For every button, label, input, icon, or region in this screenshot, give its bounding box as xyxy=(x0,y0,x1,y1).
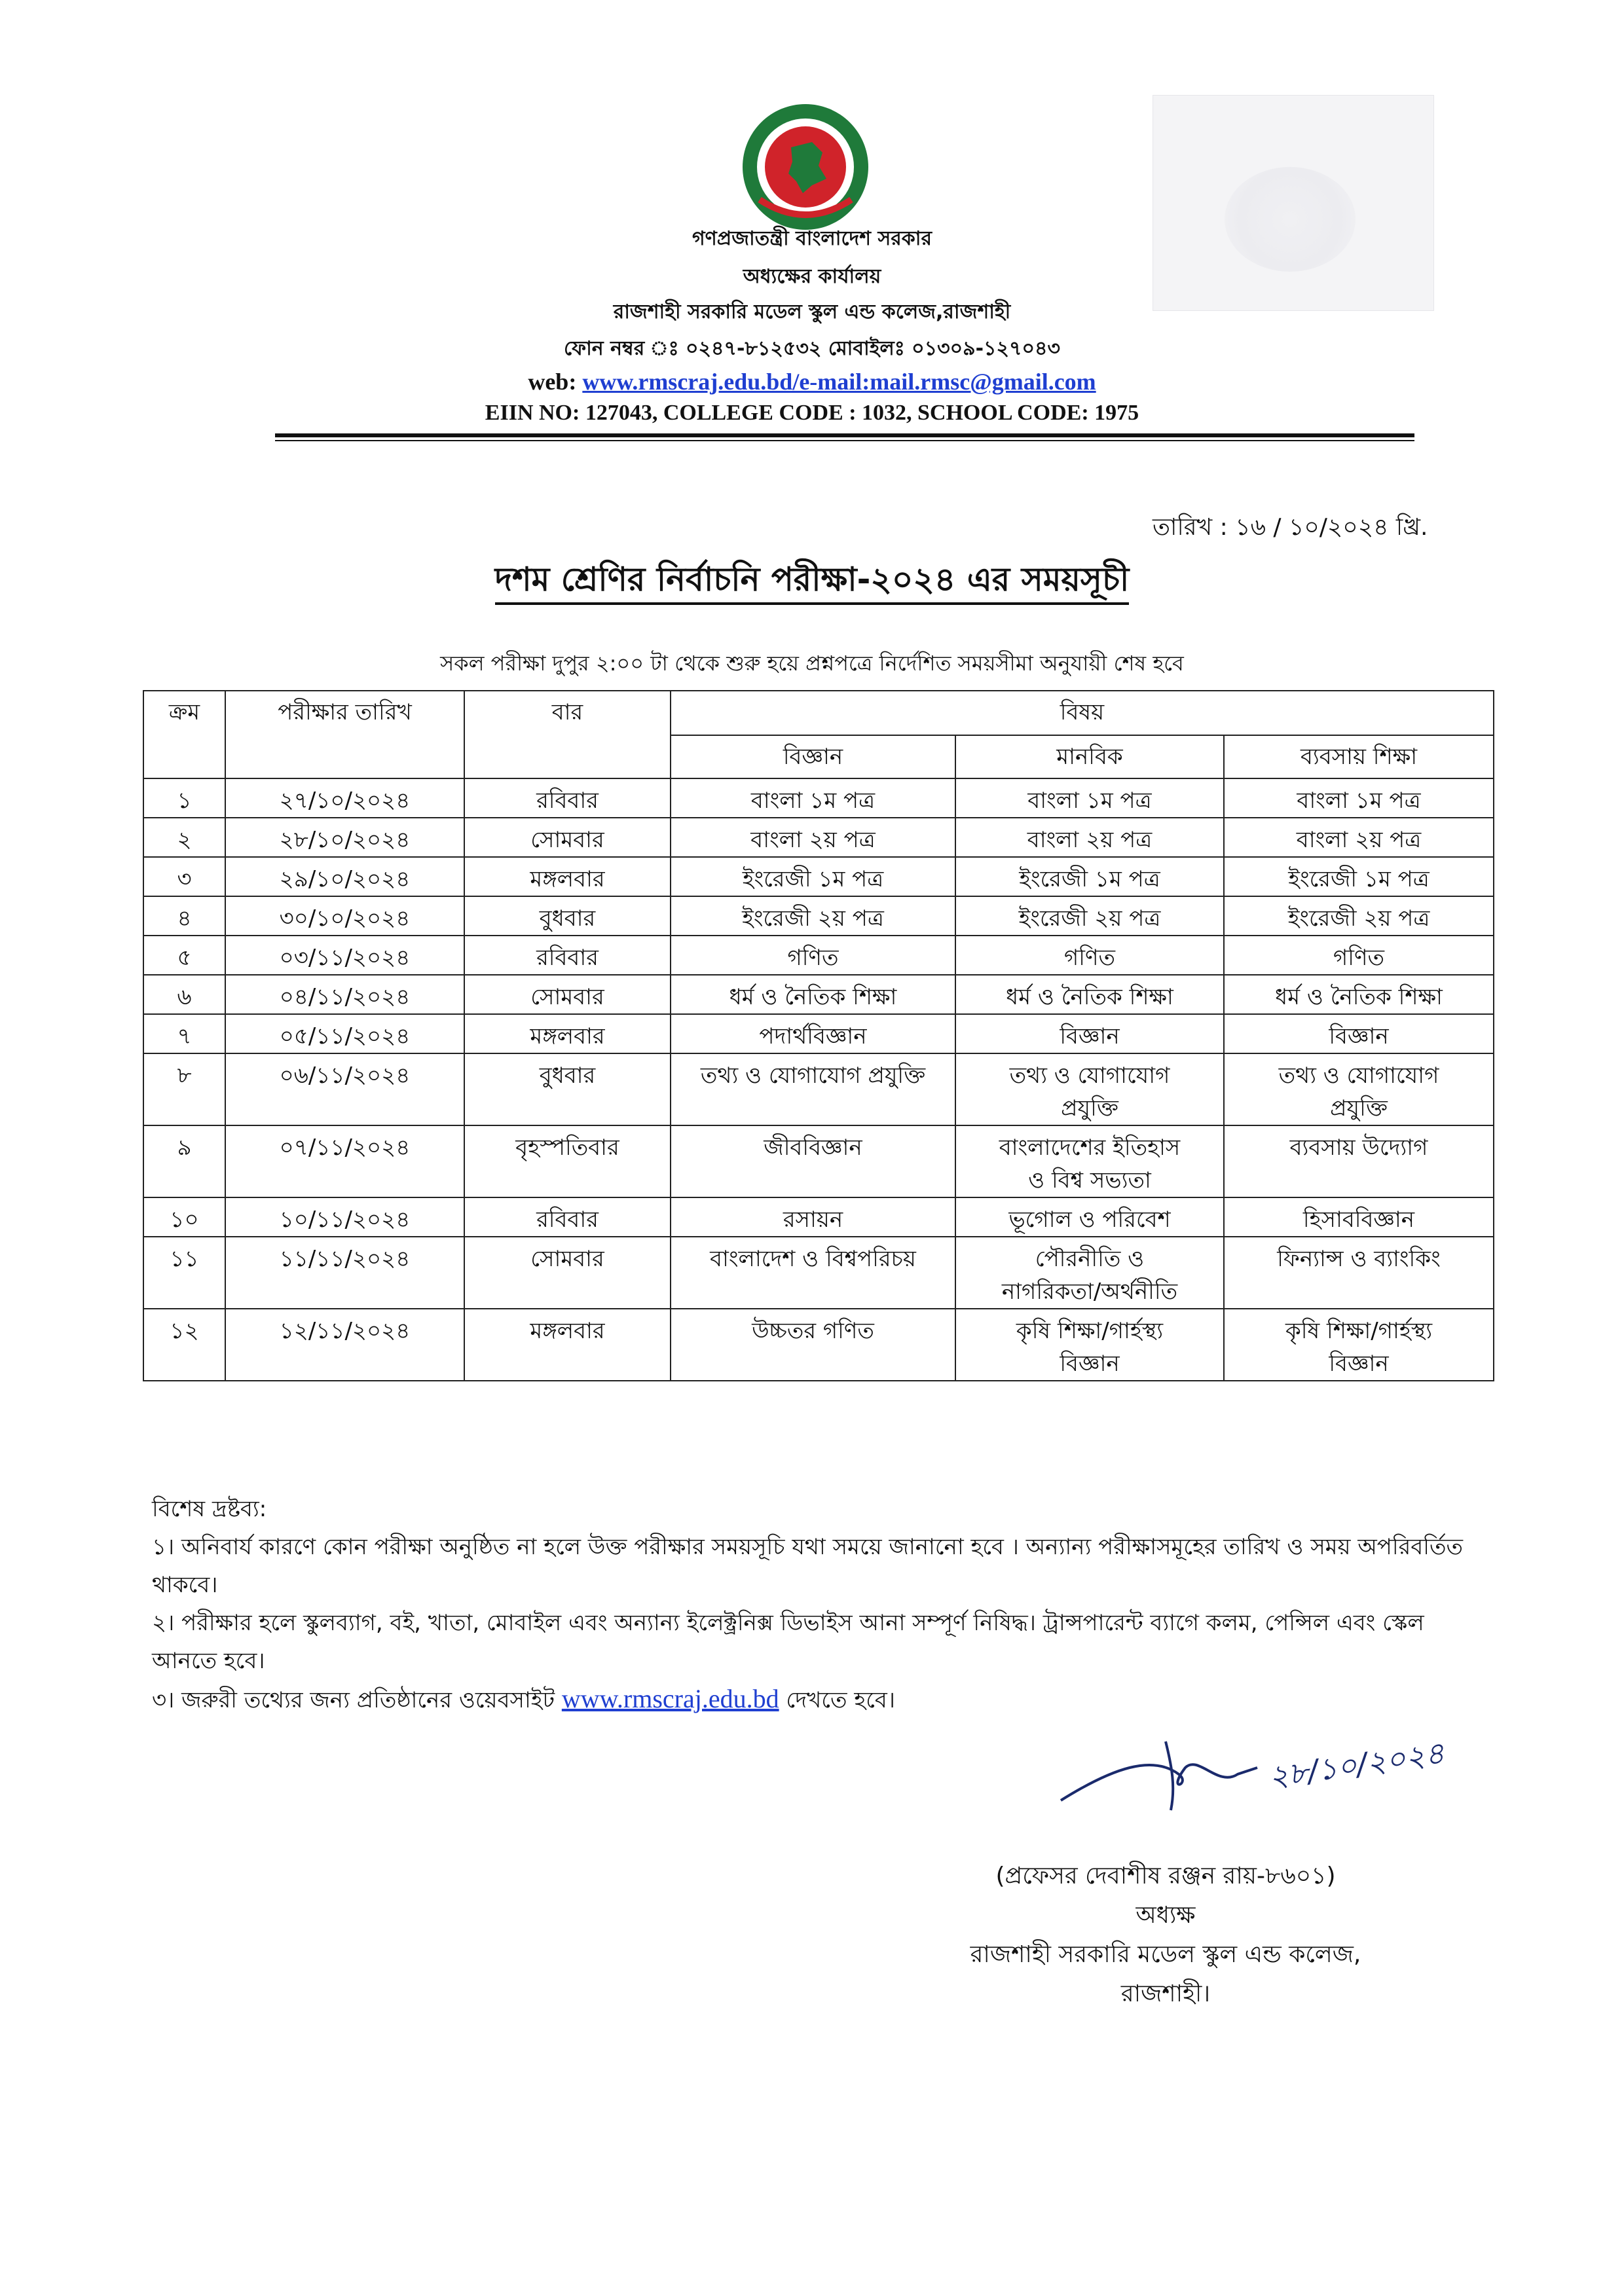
cell-day: মঙ্গলবার xyxy=(464,1014,671,1053)
cell-science: জীববিজ্ঞান xyxy=(671,1125,955,1197)
cell-date: ০৫/১১/২০২৪ xyxy=(225,1014,464,1053)
header-web xyxy=(0,368,1624,395)
cell-humanities: বাংলা ২য় পত্র xyxy=(955,818,1224,857)
schedule-body xyxy=(143,778,1494,1381)
cell-business: বিজ্ঞান xyxy=(1224,1014,1494,1053)
header-government: গণপ্রজাতন্ত্রী বাংলাদেশ সরকার xyxy=(692,227,932,250)
cell-science: তথ্য ও যোগাযোগ প্রযুক্তি xyxy=(671,1053,955,1125)
cell-date: ০৬/১১/২০২৪ xyxy=(225,1053,464,1125)
table-row xyxy=(143,1237,1494,1309)
note-item-3 xyxy=(152,1680,1494,1719)
cell-humanities: তথ্য ও যোগাযোগ প্রযুক্তি xyxy=(955,1053,1224,1125)
cell-humanities: কৃষি শিক্ষা/গার্হস্থ্য বিজ্ঞান xyxy=(955,1309,1224,1381)
cell-business: তথ্য ও যোগাযোগ প্রযুক্তি xyxy=(1224,1053,1494,1125)
signature-city: রাজশাহী। xyxy=(1120,1980,1211,2007)
cell-business: গণিত xyxy=(1224,936,1494,975)
header-phone: ফোন নম্বর ঃ ০২৪৭-৮১২৫৩২ মোবাইলঃ ০১৩০৯-১২৭০৪৩ xyxy=(563,337,1061,360)
table-row xyxy=(143,1309,1494,1381)
web-label: web: xyxy=(528,369,577,395)
cell-science: উচ্চতর গণিত xyxy=(671,1309,955,1381)
exam-time-note: সকল পরীক্ষা দুপুর ২:০০ টা থেকে শুরু হয়ে প্রশ্নপত্রে নির্দেশিত সময়সীমা অনুযায়ী শেষ হবে xyxy=(440,651,1184,676)
cell-business: ব্যবসায় উদ্যোগ xyxy=(1224,1125,1494,1197)
cell-day: মঙ্গলবার xyxy=(464,857,671,896)
table-row xyxy=(143,936,1494,975)
cell-business: হিসাববিজ্ঞান xyxy=(1224,1197,1494,1237)
document-title xyxy=(0,555,1624,610)
cell-date: ৩০/১০/২০২৪ xyxy=(225,896,464,936)
table-row xyxy=(143,778,1494,818)
cell-science: ধর্ম ও নৈতিক শিক্ষা xyxy=(671,975,955,1014)
cell-business: ইংরেজী ২য় পত্র xyxy=(1224,896,1494,936)
cell-humanities: গণিত xyxy=(955,936,1224,975)
cell-day: রবিবার xyxy=(464,1197,671,1237)
cell-business: ইংরেজী ১ম পত্র xyxy=(1224,857,1494,896)
cell-humanities: ভূগোল ও পরিবেশ xyxy=(955,1197,1224,1237)
cell-humanities: বাংলাদেশের ইতিহাস ও বিশ্ব সভ্যতা xyxy=(955,1125,1224,1197)
header-serial: ক্রম xyxy=(143,691,225,778)
table-row xyxy=(143,896,1494,936)
cell-science: গণিত xyxy=(671,936,955,975)
cell-day: মঙ্গলবার xyxy=(464,1309,671,1381)
exam-schedule-table xyxy=(143,690,1494,1381)
cell-serial: ৫ xyxy=(143,936,225,975)
cell-humanities: ইংরেজী ২য় পত্র xyxy=(955,896,1224,936)
website-link[interactable]: www.rmscraj.edu.bd xyxy=(561,1684,779,1713)
header-college: রাজশাহী সরকারি মডেল স্কুল এন্ড কলেজ,রাজশাহী xyxy=(613,301,1011,323)
table-row xyxy=(143,1197,1494,1237)
document-date: তারিখ : ১৬ / ১০/২০২৪ খ্রি. xyxy=(1153,514,1428,541)
header-humanities: মানবিক xyxy=(955,735,1224,778)
cell-science: বাংলা ২য় পত্র xyxy=(671,818,955,857)
cell-science: ইংরেজী ২য় পত্র xyxy=(671,896,955,936)
cell-serial: ৬ xyxy=(143,975,225,1014)
website-email-link[interactable]: www.rmscraj.edu.bd/e-mail:mail.rmsc@gmail.com xyxy=(582,369,1096,395)
handwritten-signature xyxy=(1022,1728,1493,1813)
cell-serial: ৭ xyxy=(143,1014,225,1053)
table-row xyxy=(143,818,1494,857)
header-divider xyxy=(275,433,1414,437)
principal-name: (প্রফেসর দেবাশীষ রঞ্জন রায়-৮৬০১) xyxy=(995,1863,1336,1889)
cell-science: পদার্থবিজ্ঞান xyxy=(671,1014,955,1053)
cell-business: কৃষি শিক্ষা/গার্হস্থ্য বিজ্ঞান xyxy=(1224,1309,1494,1381)
cell-science: ইংরেজী ১ম পত্র xyxy=(671,857,955,896)
table-row xyxy=(143,975,1494,1014)
cell-date: ০৪/১১/২০২৪ xyxy=(225,975,464,1014)
principal-title: অধ্যক্ষ xyxy=(1135,1902,1196,1929)
government-emblem-logo xyxy=(740,101,871,232)
cell-serial: ১২ xyxy=(143,1309,225,1381)
notes-heading: বিশেষ দ্রষ্টব্য: xyxy=(152,1496,267,1522)
cell-date: ০৩/১১/২০২৪ xyxy=(225,936,464,975)
header-day: বার xyxy=(464,691,671,778)
cell-serial: ২ xyxy=(143,818,225,857)
cell-day: বুধবার xyxy=(464,1053,671,1125)
title-text: দশম শ্রেণির নির্বাচনি পরীক্ষা-২০২৪ এর সময়সূচী xyxy=(495,560,1130,605)
cell-day: বৃহস্পতিবার xyxy=(464,1125,671,1197)
cell-humanities: বিজ্ঞান xyxy=(955,1014,1224,1053)
cell-serial: ৩ xyxy=(143,857,225,896)
signature-college: রাজশাহী সরকারি মডেল স্কুল এন্ড কলেজ, xyxy=(970,1941,1361,1968)
header-office: অধ্যক্ষের কার্যালয় xyxy=(743,265,881,288)
header-date: পরীক্ষার তারিখ xyxy=(225,691,464,778)
note-item-2: ২। পরীক্ষার হলে স্কুলব্যাগ, বই, খাতা, মোবাইল এবং অন্যান্য ইলেক্ট্রনিক্স ডিভাইস আনা সম্পূর্ণ নিষিদ্ধ। ট্রান্সপারেন্ট ব্যাগে কলম, পেন্সিল এবং স্কেল আনতে হবে। xyxy=(152,1610,1424,1674)
note-item-3-suffix: দেখতে হবে। xyxy=(779,1687,895,1713)
header-divider-thin xyxy=(275,440,1414,441)
cell-date: ১০/১১/২০২৪ xyxy=(225,1197,464,1237)
cell-date: ২৯/১০/২০২৪ xyxy=(225,857,464,896)
cell-business: ধর্ম ও নৈতিক শিক্ষা xyxy=(1224,975,1494,1014)
cell-serial: ১১ xyxy=(143,1237,225,1309)
header-science: বিজ্ঞান xyxy=(671,735,955,778)
cell-serial: ৮ xyxy=(143,1053,225,1125)
cell-day: বুধবার xyxy=(464,896,671,936)
cell-serial: ১০ xyxy=(143,1197,225,1237)
hologram-seal xyxy=(1225,167,1356,272)
table-row xyxy=(143,1125,1494,1197)
note-item-3-prefix: ৩। জরুরী তথ্যের জন্য প্রতিষ্ঠানের ওয়েবসাইট xyxy=(152,1687,562,1713)
cell-serial: ৯ xyxy=(143,1125,225,1197)
cell-date: ২৭/১০/২০২৪ xyxy=(225,778,464,818)
cell-humanities: পৌরনীতি ও নাগরিকতা/অর্থনীতি xyxy=(955,1237,1224,1309)
cell-day: রবিবার xyxy=(464,936,671,975)
table-row xyxy=(143,1053,1494,1125)
cell-day: সোমবার xyxy=(464,818,671,857)
note-item-1: ১। অনিবার্য কারণে কোন পরীক্ষা অনুষ্ঠিত না হলে উক্ত পরীক্ষার সময়সূচি যথা সময়ে জানানো হবে । অন্যান্য পরীক্ষাসমূহের তারিখ ও সময় অপরিবর্তিত থাকবে। xyxy=(152,1534,1463,1598)
cell-serial: ৪ xyxy=(143,896,225,936)
signature-date: ২৮/১০/২০২৪ xyxy=(1266,1734,1447,1795)
cell-science: বাংলাদেশ ও বিশ্বপরিচয় xyxy=(671,1237,955,1309)
cell-day: সোমবার xyxy=(464,975,671,1014)
cell-business: ফিন্যান্স ও ব্যাংকিং xyxy=(1224,1237,1494,1309)
cell-humanities: বাংলা ১ম পত্র xyxy=(955,778,1224,818)
cell-science: রসায়ন xyxy=(671,1197,955,1237)
cell-date: ২৮/১০/২০২৪ xyxy=(225,818,464,857)
cell-humanities: ইংরেজী ১ম পত্র xyxy=(955,857,1224,896)
special-notes xyxy=(152,1490,1494,1719)
cell-day: সোমবার xyxy=(464,1237,671,1309)
cell-business: বাংলা ২য় পত্র xyxy=(1224,818,1494,857)
header-codes: EIIN NO: 127043, COLLEGE CODE : 1032, SCHOOL CODE: 1975 xyxy=(485,401,1139,425)
cell-science: বাংলা ১ম পত্র xyxy=(671,778,955,818)
header-business: ব্যবসায় শিক্ষা xyxy=(1224,735,1494,778)
cell-humanities: ধর্ম ও নৈতিক শিক্ষা xyxy=(955,975,1224,1014)
cell-date: ১২/১১/২০২৪ xyxy=(225,1309,464,1381)
cell-day: রবিবার xyxy=(464,778,671,818)
table-row xyxy=(143,1014,1494,1053)
cell-date: ০৭/১১/২০২৪ xyxy=(225,1125,464,1197)
header-subject: বিষয় xyxy=(671,691,1494,735)
cell-serial: ১ xyxy=(143,778,225,818)
table-row xyxy=(143,857,1494,896)
cell-business: বাংলা ১ম পত্র xyxy=(1224,778,1494,818)
cell-date: ১১/১১/২০২৪ xyxy=(225,1237,464,1309)
